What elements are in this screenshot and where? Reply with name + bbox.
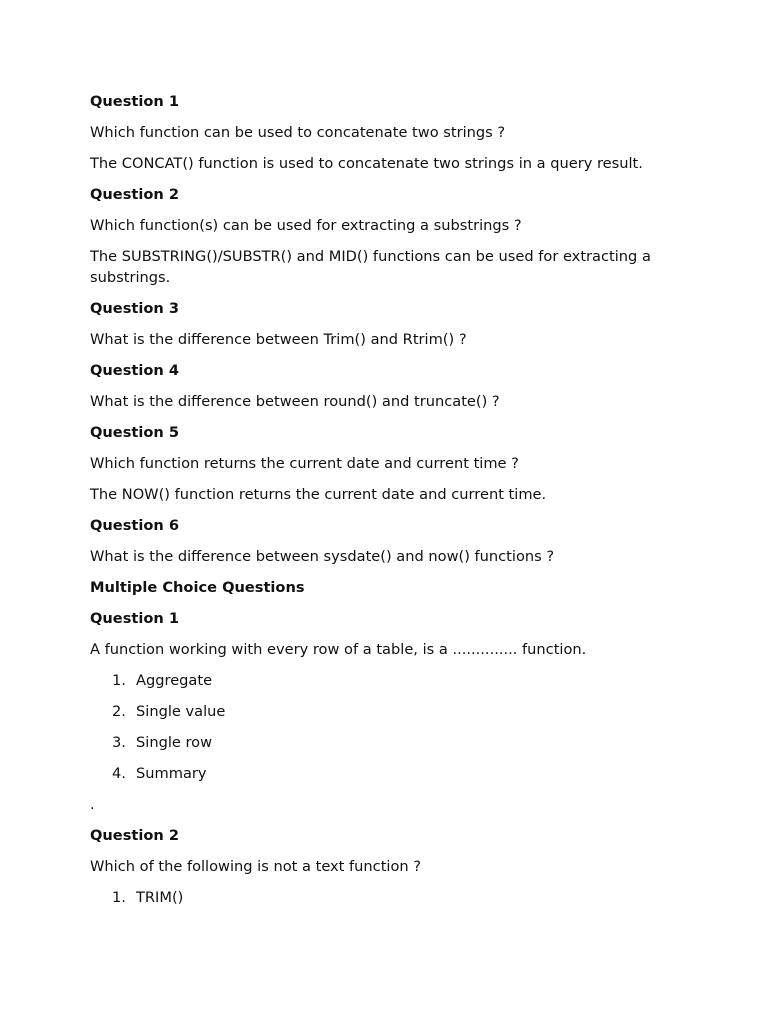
question-text: What is the difference between round() and truncate() ?	[90, 393, 500, 410]
option-number: 1.	[112, 672, 126, 689]
answer-text: The CONCAT() function is used to concatenate two strings in a query result.	[90, 155, 643, 172]
option-number: 1.	[112, 889, 126, 906]
option-number: 4.	[112, 765, 126, 782]
question-heading: Question 4	[90, 362, 180, 379]
option-item	[90, 701, 690, 722]
question-text: What is the difference between sysdate() and now() functions ?	[90, 548, 555, 565]
question-text: Which function returns the current date and current time ?	[90, 455, 519, 472]
question-text: What is the difference between Trim() and Rtrim() ?	[90, 331, 467, 348]
question-heading: Question 5	[90, 424, 180, 441]
option-item	[90, 732, 690, 753]
question-heading: Question 3	[90, 300, 180, 317]
question-text: Which function(s) can be used for extracting a substrings ?	[90, 217, 522, 234]
option-number: 3.	[112, 734, 126, 751]
option-item	[90, 887, 690, 908]
option-label: Single row	[136, 734, 213, 751]
option-label: TRIM()	[136, 889, 184, 906]
answer-text: The NOW() function returns the current date and current time.	[90, 486, 547, 503]
question-heading: Question 2	[90, 186, 180, 203]
answer-text: The SUBSTRING()/SUBSTR() and MID() functions can be used for extracting a substrings.	[90, 248, 651, 286]
section-heading: Multiple Choice Questions	[90, 579, 305, 596]
question-text: A function working with every row of a table, is a .............. function.	[90, 641, 587, 658]
question-heading: Question 1	[90, 610, 180, 627]
option-label: Aggregate	[136, 672, 213, 689]
question-heading: Question 1	[90, 93, 180, 110]
option-number: 2.	[112, 703, 126, 720]
option-label: Single value	[136, 703, 226, 720]
question-heading: Question 2	[90, 827, 180, 844]
trailing-dot: .	[90, 796, 95, 813]
question-text: Which of the following is not a text function ?	[90, 858, 422, 875]
option-item	[90, 670, 690, 691]
question-text: Which function can be used to concatenate two strings ?	[90, 124, 506, 141]
option-item	[90, 763, 690, 784]
question-heading: Question 6	[90, 517, 180, 534]
document-page	[90, 91, 690, 918]
option-label: Summary	[136, 765, 207, 782]
